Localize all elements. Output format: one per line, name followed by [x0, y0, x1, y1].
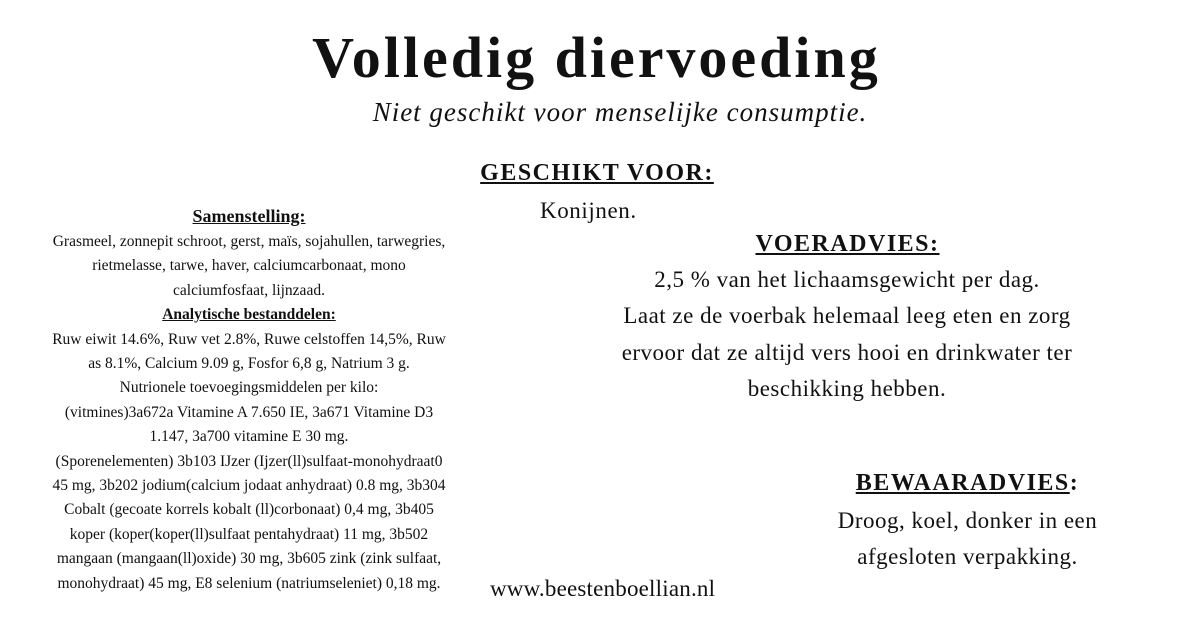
storage-heading-colon: : [1069, 470, 1080, 496]
composition-line: rietmelasse, tarwe, haver, calciumcarbonaat, mono [92, 257, 406, 275]
analytic-line: as 8.1%, Calcium 9.09 g, Fosfor 6,8 g, Natrium 3 g. [88, 355, 410, 373]
composition-line: Grasmeel, zonnepit schroot, gerst, maïs, sojahullen, tarwegries, [52, 233, 446, 250]
storage-advice-text [780, 503, 1155, 575]
feeding-line: ervoor dat ze altijd vers hooi en drinkwater ter [621, 339, 1073, 365]
website-link[interactable]: www.beestenboellian.nl [490, 576, 716, 601]
analytic-line: monohydraat) 45 mg, E8 selenium (natriumseleniet) 0,18 mg. [57, 574, 441, 592]
composition-line: calciumfosfaat, lijnzaad. [173, 281, 325, 299]
storage-advice-heading [780, 467, 1155, 499]
page-subtitle: Niet geschikt voor menselijke consumptie. [372, 97, 868, 127]
analytic-line: Nutrionele toevoegingsmiddelen per kilo: [119, 379, 379, 397]
analytic-line: Cobalt (gecoate korrels kobalt (ll)corbonaat) 0,4 mg, 3b405 [64, 501, 434, 519]
feeding-line: beschikking hebben. [747, 375, 947, 401]
analytic-heading: Analytische bestanddelen: [162, 306, 336, 324]
analytic-line: mangaan (mangaan(ll)oxide) 30 mg, 3b605 zink (zink sulfaat, [56, 550, 442, 568]
analytic-line: Ruw eiwit 14.6%, Ruw vet 2.8%, Ruwe celstoffen 14,5%, Ruw [52, 330, 446, 348]
page-title: Volledig diervoeding [312, 25, 881, 90]
feeding-advice-heading: VOERADVIES: [755, 231, 940, 257]
analytic-line: 1.147, 3a700 vitamine E 30 mg. [149, 428, 349, 446]
storage-line: Droog, koel, donker in een [837, 508, 1098, 533]
feeding-line: 2,5 % van het lichaamsgewicht per dag. [654, 267, 1040, 292]
storage-heading-label: BEWAARADVIES [855, 470, 1070, 496]
analytic-line: (Sporenelementen) 3b103 IJzer (Ijzer(ll)sulfaat-monohydraat0 [55, 452, 443, 470]
suitable-for-heading: GESCHIKT VOOR: [480, 160, 714, 186]
ingredients-section [0, 202, 498, 596]
suitable-for-value: Konijnen. [540, 198, 637, 223]
storage-line: afgesloten verpakking. [857, 544, 1078, 569]
analytic-line: 45 mg, 3b202 jodium(calcium jodaat anhydraat) 0.8 mg, 3b304 [52, 477, 446, 495]
analytic-line: koper (koper(koper(ll)sulfaat pentahydraat) 11 mg, 3b502 [69, 525, 429, 543]
analytic-line: (vitmines)3a672a Vitamine A 7.650 IE, 3a671 Vitamine D3 [64, 403, 434, 421]
feeding-line: Laat ze de voerbak helemaal leeg eten en zorg [623, 303, 1071, 329]
feeding-advice-text [552, 262, 1142, 407]
composition-heading: Samenstelling: [192, 206, 306, 226]
